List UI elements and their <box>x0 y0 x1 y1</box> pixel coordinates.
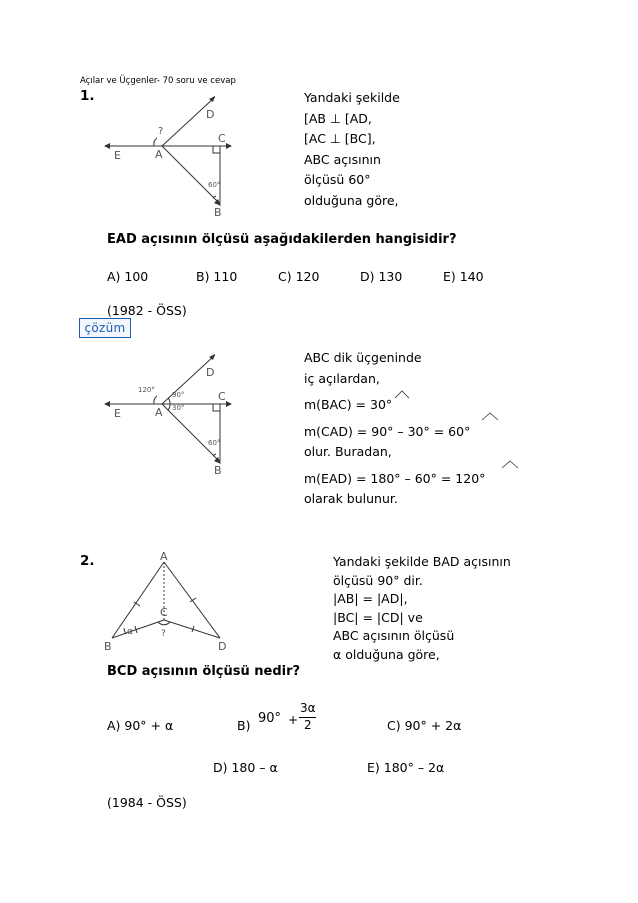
document-header: Açılar ve Üçgenler- 70 soru ve cevap <box>80 76 236 86</box>
label-a: A <box>155 148 163 161</box>
option-b[interactable]: B) 110 <box>196 269 238 284</box>
label-c: C <box>160 606 168 619</box>
given-line: [AC ⊥ [BC], <box>304 131 376 146</box>
question-1-given <box>304 88 400 211</box>
cozum-badge: çözüm <box>79 318 131 338</box>
solution-line: ABC dik üçgeninde <box>304 350 422 365</box>
arrow-c <box>226 401 232 407</box>
option-c[interactable]: C) 90° + 2α <box>387 718 462 733</box>
question-1-figure <box>100 92 240 217</box>
solution-line: iç açılardan, <box>304 370 380 386</box>
right-angle-c <box>213 404 220 411</box>
solution-line: olarak bulunur. <box>304 491 398 506</box>
side-bc <box>112 620 164 638</box>
given-line: ABC açısının <box>304 151 381 167</box>
label-angle-30: 30° <box>172 404 185 412</box>
solution-line: m(CAD) = 90° – 30° = 60° <box>304 423 471 439</box>
angle-arc-b <box>213 196 216 198</box>
solution-line: m(EAD) = 180° – 60° = 120° <box>304 470 486 486</box>
solution-figure <box>100 350 240 475</box>
label-e: E <box>114 149 121 162</box>
question-2-text: BCD açısının ölçüsü nedir? <box>107 664 301 679</box>
arrow-e <box>104 401 110 407</box>
given-line: |BC| = |CD| ve <box>333 609 423 625</box>
given-line: ABC açısının ölçüsü <box>333 628 455 643</box>
angle-arc-b <box>213 454 216 456</box>
option-c[interactable]: C) 120 <box>278 269 320 284</box>
line-ab <box>162 404 220 462</box>
ray-ad <box>162 355 215 404</box>
angle-arc-bac <box>168 404 170 410</box>
label-question: ? <box>158 126 164 137</box>
label-alpha: α <box>127 627 133 637</box>
label-d: D <box>206 108 215 121</box>
given-line: ölçüsü 90° dir. <box>333 572 423 588</box>
side-ad <box>164 562 220 638</box>
given-line: Yandaki şekilde BAD açısının <box>333 554 511 569</box>
label-question: ? <box>161 629 166 639</box>
right-angle-c <box>213 146 220 153</box>
given-line: Yandaki şekilde <box>304 90 400 105</box>
given-line: ölçüsü 60° <box>304 172 371 187</box>
arrow-c <box>226 143 232 149</box>
question-2-given <box>333 553 511 664</box>
side-cd <box>164 620 220 638</box>
given-line: olduğuna göre, <box>304 192 399 208</box>
angle-arc-b <box>124 628 126 634</box>
option-a[interactable]: A) 100 <box>107 269 149 284</box>
ray-ad <box>162 97 215 146</box>
label-angle-60: 60° <box>208 439 221 447</box>
label-d: D <box>218 640 227 653</box>
given-line: [AB ⊥ [AD, <box>304 110 372 126</box>
fraction-whole: 90° <box>258 711 282 726</box>
question-1-number: 1. <box>80 88 95 104</box>
solution-line: m(BAC) = 30° <box>304 397 393 412</box>
question-1-text: EAD açısının ölçüsü aşağıdakilerden hangisidir? <box>107 232 457 247</box>
side-ab <box>112 562 164 638</box>
angle-hat-icon <box>482 413 498 420</box>
line-ab <box>162 146 220 204</box>
angle-arc-ead <box>154 396 157 404</box>
label-c: C <box>218 390 226 403</box>
label-b: B <box>214 206 222 217</box>
question-1-source: (1982 - ÖSS) <box>107 303 187 318</box>
label-a: A <box>160 550 168 563</box>
angle-hat-icon <box>502 461 518 468</box>
angle-arc-ead <box>154 138 157 146</box>
option-d[interactable]: D) 180 – α <box>213 760 278 775</box>
option-b-fraction <box>258 703 318 733</box>
label-b: B <box>214 464 222 475</box>
option-b[interactable]: B) <box>237 718 251 733</box>
label-angle-60: 60° <box>208 181 221 189</box>
label-c: C <box>218 132 226 145</box>
question-2-number: 2. <box>80 553 95 569</box>
angle-hat-marks <box>392 388 532 478</box>
angle-hat-icon <box>395 391 409 398</box>
label-a: A <box>155 406 163 419</box>
option-e[interactable]: E) 180° – 2α <box>367 760 445 775</box>
option-e[interactable]: E) 140 <box>443 269 484 284</box>
label-d: D <box>206 366 215 379</box>
question-2-figure <box>102 550 242 655</box>
angle-arc-cad <box>168 398 170 404</box>
question-2-source: (1984 - ÖSS) <box>107 795 187 810</box>
label-angle-90: 90° <box>172 391 185 399</box>
solution-line: olur. Buradan, <box>304 444 392 459</box>
option-a[interactable]: A) 90° + α <box>107 718 174 733</box>
option-d[interactable]: D) 130 <box>360 269 403 284</box>
label-b: B <box>104 640 112 653</box>
given-line: |AB| = |AD|, <box>333 591 408 606</box>
arrow-e <box>104 143 110 149</box>
fraction-numerator: 3α <box>300 701 316 715</box>
fraction-denominator: 2 <box>304 718 312 732</box>
label-angle-120: 120° <box>138 386 155 394</box>
label-e: E <box>114 407 121 420</box>
fraction-plus: + <box>288 713 299 727</box>
angle-arc-c <box>158 622 170 625</box>
given-line: α olduğuna göre, <box>333 646 440 662</box>
